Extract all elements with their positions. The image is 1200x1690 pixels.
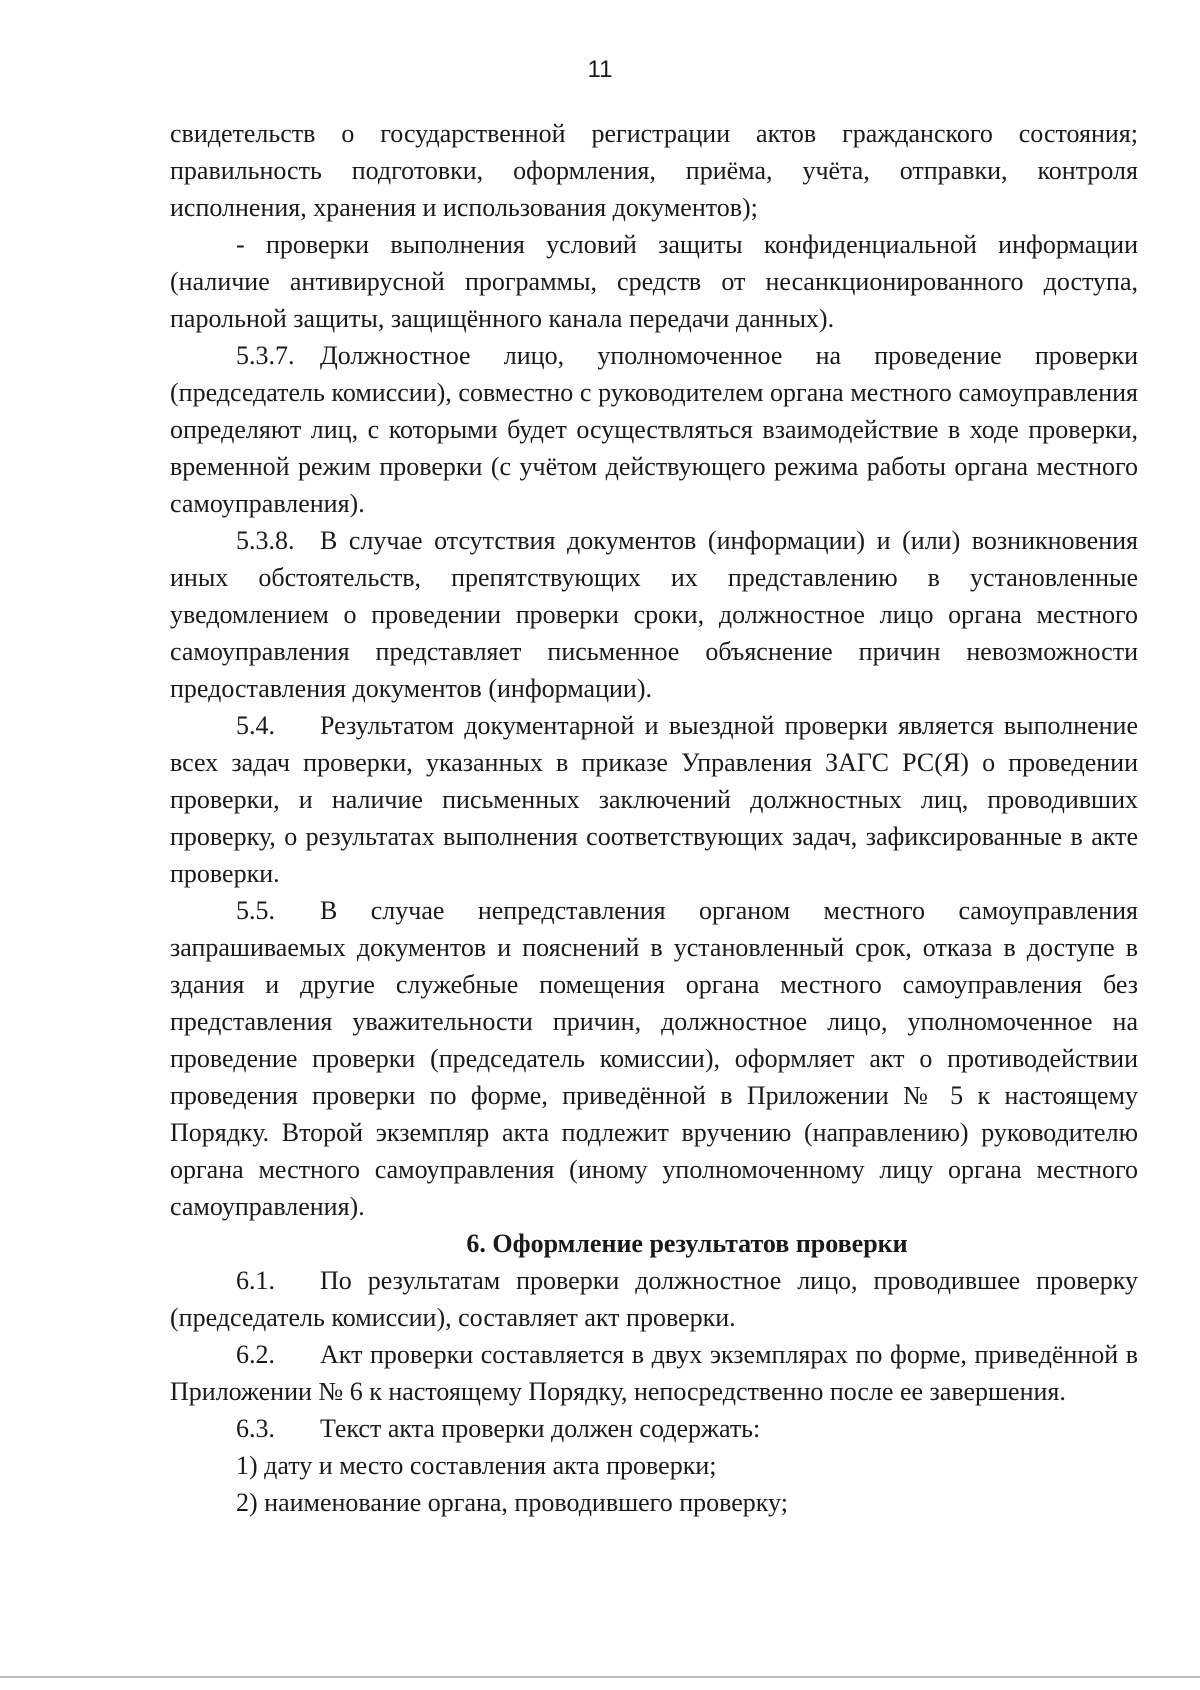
scan-edge-line bbox=[0, 1676, 1200, 1678]
paragraph-confidential-check: - проверки выполнения условий защиты конфиденциальной информации (наличие антивирусной программы, средств от несанкционированного доступа, парольной защиты, защищённого канала передачи данных). bbox=[170, 230, 1138, 333]
clause-number: 6.3. bbox=[236, 1414, 275, 1443]
clause-text: По результатам проверки должностное лицо, проводившее проверку (председатель комиссии), составляет акт проверки. bbox=[170, 1266, 1138, 1332]
section-heading: 6. Оформление результатов проверки bbox=[466, 1229, 908, 1258]
paragraph-5-3-7 bbox=[170, 337, 1138, 522]
clause-text: Акт проверки составляется в двух экземплярах по форме, приведённой в Приложении № 6 к настоящему Порядку, непосредственно после ее завершения. bbox=[170, 1340, 1138, 1406]
clause-number: 6.1. bbox=[236, 1266, 275, 1295]
paragraph-6-1 bbox=[170, 1262, 1138, 1336]
document-body bbox=[170, 115, 1138, 1521]
clause-number: 5.3.7. bbox=[236, 341, 295, 370]
clause-number: 5.4. bbox=[236, 711, 275, 740]
clause-text: Результатом документарной и выездной проверки является выполнение всех задач проверки, указанных в приказе Управления ЗАГС РС(Я) о проведении проверки, и наличие письменных заключений должностных лиц, проводивших проверку, о результатах выполнения соответствующих задач, зафиксированные в акте проверки. bbox=[170, 711, 1138, 888]
clause-text: Должностное лицо, уполномоченное на проведение проверки (председатель комиссии), совместно с руководителем органа местного самоуправления определяют лиц, с которыми будет осуществляться взаимодействие в ходе проверки, временной режим проверки (с учётом действующего режима работы органа местного самоуправления). bbox=[170, 341, 1138, 518]
list-item: 2) наименование органа, проводившего проверку; bbox=[236, 1488, 788, 1517]
clause-number: 5.3.8. bbox=[236, 526, 295, 555]
page-number: 11 bbox=[587, 56, 613, 83]
paragraph-5-3-8 bbox=[170, 522, 1138, 707]
clause-text: В случае непредставления органом местного самоуправления запрашиваемых документов и пояснений в установленный срок, отказа в доступе в здания и другие служебные помещения органа местного самоуправления без представления уважительности причин, должностное лицо, уполномоченное на проведение проверки (председатель комиссии), оформляет акт о противодействии проведения проверки по форме, приведённой в Приложении № 5 к настоящему Порядку. Второй экземпляр акта подлежит вручению (направлению) руководителю органа местного самоуправления (иному уполномоченному лицу органа местного самоуправления). bbox=[170, 896, 1138, 1221]
paragraph-5-5 bbox=[170, 892, 1138, 1225]
clause-number: 6.2. bbox=[236, 1340, 275, 1369]
clause-number: 5.5. bbox=[236, 896, 275, 925]
list-item: 1) дату и место составления акта проверки; bbox=[236, 1451, 717, 1480]
paragraph-continuation: свидетельств о государственной регистрации актов гражданского состояния; правильность подготовки, оформления, приёма, учёта, отправки, контроля исполнения, хранения и использования документов); bbox=[170, 119, 1138, 222]
clause-text: Текст акта проверки должен содержать: bbox=[320, 1414, 761, 1443]
paragraph-5-4 bbox=[170, 707, 1138, 892]
paragraph-6-3 bbox=[170, 1410, 1138, 1447]
clause-text: В случае отсутствия документов (информации) и (или) возникновения иных обстоятельств, препятствующих их представлению в установленные уведомлением о проведении проверки сроки, должностное лицо органа местного самоуправления представляет письменное объяснение причин невозможности предоставления документов (информации). bbox=[170, 526, 1138, 703]
paragraph-6-2 bbox=[170, 1336, 1138, 1410]
